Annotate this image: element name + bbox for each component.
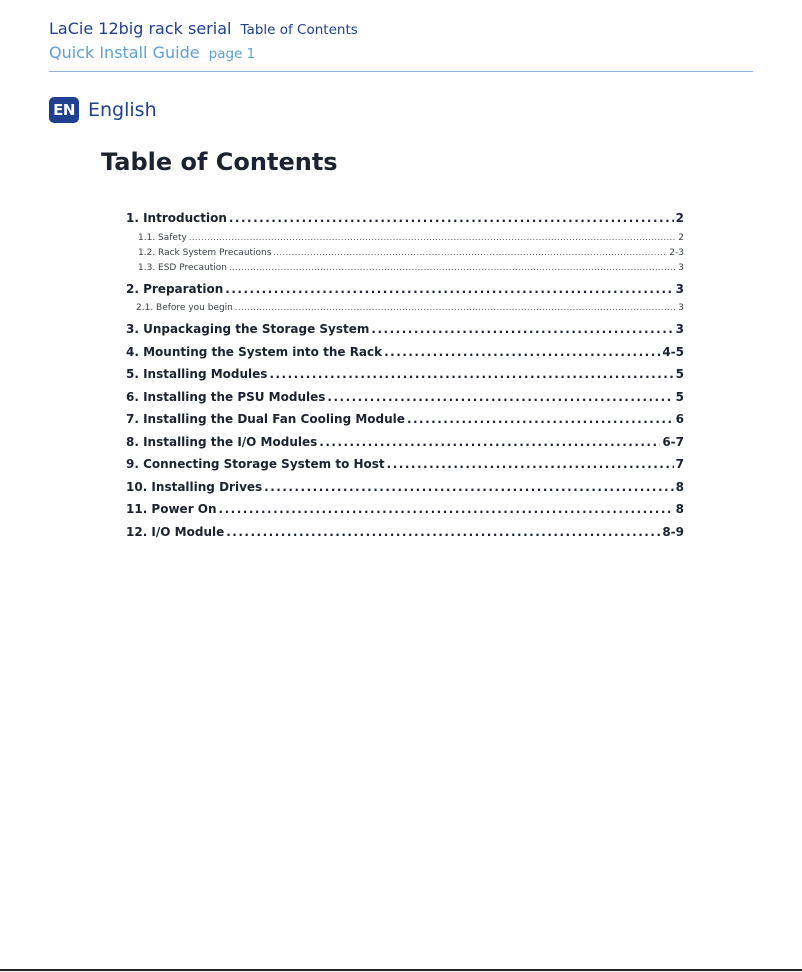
toc-entry-page: 3 [678, 303, 684, 313]
toc-entry[interactable] [126, 453, 684, 476]
toc-entry-page: 8 [675, 479, 684, 494]
toc-leader-dots [319, 431, 660, 454]
header-line-1 [49, 19, 358, 43]
toc-entry-page: 3 [675, 281, 684, 296]
page-title: Table of Contents [101, 148, 338, 176]
toc-entry[interactable] [126, 278, 684, 301]
toc-entry[interactable] [126, 498, 684, 521]
toc-entry-page: 8 [675, 502, 684, 516]
toc-entry-page: 5 [675, 389, 684, 404]
toc-entry-page: 3 [675, 322, 684, 336]
language-indicator [49, 97, 157, 123]
toc-entry-page: 7 [675, 457, 684, 471]
toc-leader-dots [229, 260, 676, 276]
toc-entry-page: 5 [675, 367, 684, 381]
section-name: Table of Contents [240, 22, 358, 38]
product-name: LaCie 12big rack serial [49, 19, 232, 38]
toc-entry-page: 4-5 [662, 344, 684, 359]
toc-entry-page: 3 [678, 262, 684, 273]
toc-entry-page: 6-7 [662, 434, 684, 449]
toc-leader-dots [327, 386, 673, 409]
toc-entry-page: 2 [675, 211, 684, 225]
toc-leader-dots [371, 318, 673, 341]
toc-entry[interactable] [126, 431, 684, 454]
toc-entry[interactable] [126, 207, 684, 230]
header-line-2 [49, 43, 358, 65]
toc-entry-title: 1.1. Safety [138, 232, 187, 243]
toc-leader-dots [235, 300, 676, 316]
toc-entry[interactable] [126, 318, 684, 341]
toc-entry-title: 6. Installing the PSU Modules [126, 389, 326, 404]
guide-name: Quick Install Guide [49, 43, 200, 62]
toc-entry-title: 10. Installing Drives [126, 479, 263, 494]
toc-subentry[interactable] [126, 260, 684, 275]
toc-entry-title: 1. Introduction [126, 211, 227, 225]
toc-entry-title: 11. Power On [126, 502, 217, 516]
toc-entry-title: 8. Installing the I/O Modules [126, 434, 318, 449]
toc-entry[interactable] [126, 408, 684, 431]
toc-entry-title: 12. I/O Module [126, 524, 225, 539]
toc-leader-dots [387, 453, 674, 476]
toc-entry-title: 2.1. Before you begin [136, 303, 233, 313]
toc-entry-title: 2. Preparation [126, 281, 224, 296]
toc-entry-title: 9. Connecting Storage System to Host [126, 457, 385, 471]
toc-entry[interactable] [126, 363, 684, 386]
toc-subentry[interactable] [126, 245, 684, 260]
header-divider [49, 71, 753, 72]
toc-entry-page: 2-3 [669, 247, 684, 258]
toc-entry-title: 1.2. Rack System Precautions [138, 247, 272, 258]
toc-entry-title: 1.3. ESD Precaution [138, 262, 227, 273]
language-name: English [88, 99, 157, 121]
toc-entry-page: 8-9 [662, 524, 684, 539]
toc-entry[interactable] [126, 521, 684, 544]
toc-entry-title: 5. Installing Modules [126, 367, 268, 381]
toc-leader-dots [219, 498, 674, 521]
toc-leader-dots [229, 207, 674, 230]
page-header [49, 19, 358, 65]
toc-leader-dots [226, 521, 660, 544]
toc-entry-page: 2 [678, 232, 684, 243]
toc-leader-dots [269, 363, 673, 386]
toc-entry[interactable] [126, 476, 684, 499]
toc-entry[interactable] [126, 386, 684, 409]
toc-leader-dots [225, 278, 673, 301]
toc-entry[interactable] [126, 341, 684, 364]
toc-leader-dots [407, 408, 674, 431]
toc-entry-title: 7. Installing the Dual Fan Cooling Module [126, 412, 405, 426]
footer-divider [0, 969, 802, 971]
toc-subentry[interactable] [126, 230, 684, 245]
toc-entry-page: 6 [675, 412, 684, 426]
table-of-contents [126, 207, 684, 543]
toc-entry-title: 3. Unpackaging the Storage System [126, 322, 370, 336]
language-badge: EN [49, 97, 79, 123]
toc-leader-dots [264, 476, 673, 499]
page-number: page 1 [208, 46, 256, 62]
toc-subentry[interactable] [126, 300, 684, 315]
toc-leader-dots [384, 341, 660, 364]
toc-leader-dots [189, 230, 676, 246]
toc-leader-dots [273, 245, 667, 261]
toc-entry-title: 4. Mounting the System into the Rack [126, 344, 383, 359]
